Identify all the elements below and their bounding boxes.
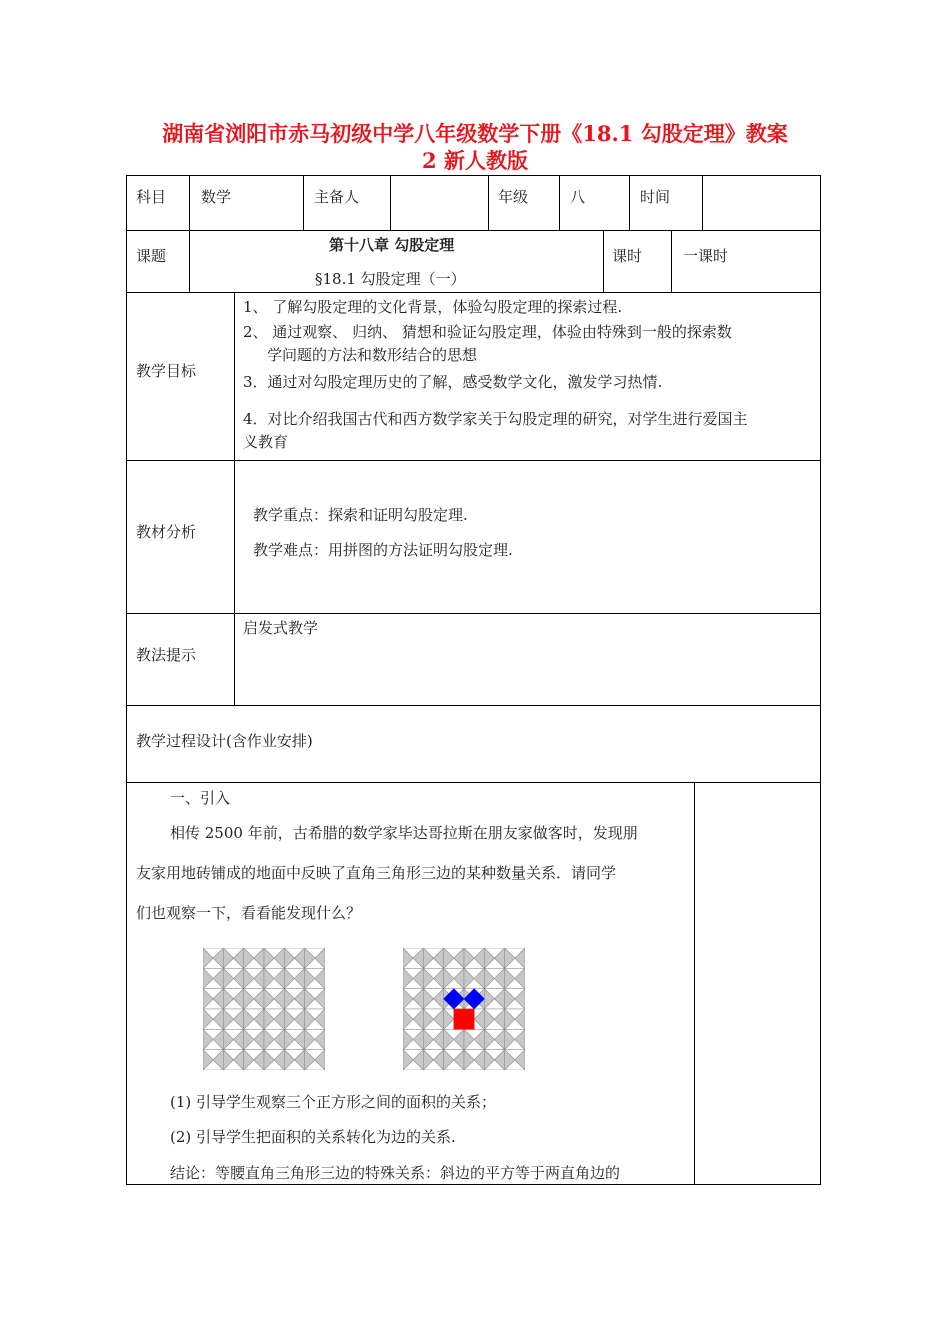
period-label: 课时: [612, 247, 643, 265]
goal-item: 4．对比介绍我国古代和西方数学家关于勾股定理的研究，对学生进行爱国主: [243, 410, 748, 428]
step-1: (1) 引导学生观察三个正方形之间的面积的关系；: [170, 1093, 497, 1111]
goal-item: 义教育: [243, 433, 289, 451]
key-point: 教学重点：探索和证明勾股定理.: [253, 506, 468, 524]
title-line-2: 2 新人教版: [422, 148, 528, 173]
intro-paragraph-line: 相传 2500 年前，古希腊的数学家毕达哥拉斯在朋友家做客时，发现朋: [170, 824, 638, 842]
document-title: [120, 120, 830, 174]
intro-paragraph-line: 们也观察一下，看看能发现什么？: [136, 904, 362, 922]
conclusion: 结论：等腰直角三角形三边的特殊关系：斜边的平方等于两直角边的: [170, 1164, 621, 1182]
goal-item: 2、 通过观察、 归纳、 猜想和验证勾股定理，体验由特殊到一般的探索数: [243, 323, 732, 341]
tile-floor-figure-highlighted: [403, 948, 525, 1070]
goal-item: 3．通过对勾股定理历史的了解，感受数学文化，激发学习热情.: [243, 373, 663, 391]
goal-item: 1、 了解勾股定理的文化背景，体验勾股定理的探索过程.: [243, 298, 623, 316]
goal-item: 学问题的方法和数形结合的思想: [267, 346, 478, 364]
time-label: 时间: [640, 188, 671, 206]
tile-floor-figure-plain: [203, 948, 325, 1070]
difficulty: 教学难点：用拼图的方法证明勾股定理.: [253, 541, 513, 559]
section-heading: 一、引入: [170, 789, 231, 807]
chapter-title: 第十八章 勾股定理: [329, 236, 455, 254]
period-value: 一课时: [683, 247, 729, 265]
goals-label: 教学目标: [136, 362, 197, 380]
process-label: 教学过程设计(含作业安排): [136, 732, 313, 750]
grade-value: 八: [570, 188, 586, 206]
title-line-1: 湖南省浏阳市赤马初级中学八年级数学下册《18.1 勾股定理》教案: [162, 121, 788, 146]
method-label: 教法提示: [136, 646, 197, 664]
subject-value: 数学: [201, 188, 232, 206]
method-value: 启发式教学: [243, 619, 319, 637]
section-title: §18.1 勾股定理（一）: [315, 270, 466, 288]
topic-label: 课题: [136, 247, 167, 265]
material-label: 教材分析: [136, 523, 197, 541]
subject-label: 科目: [136, 188, 167, 206]
red-square: [454, 1009, 474, 1029]
grade-label: 年级: [498, 188, 529, 206]
step-2: (2) 引导学生把面积的关系转化为边的关系.: [170, 1128, 456, 1146]
preparer-label: 主备人: [314, 188, 360, 206]
intro-paragraph-line: 友家用地砖铺成的地面中反映了直角三角形三边的某种数量关系．请同学: [136, 864, 617, 882]
